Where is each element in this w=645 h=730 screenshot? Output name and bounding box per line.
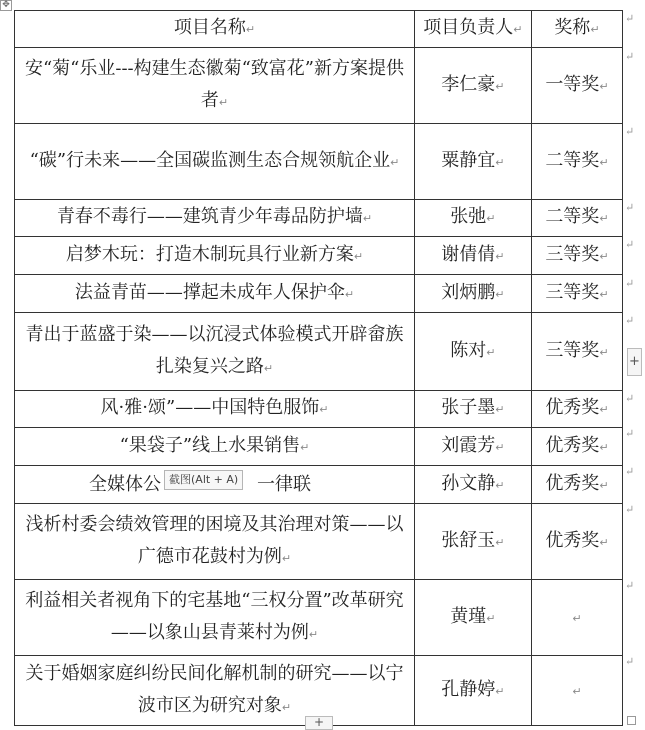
table-row bbox=[15, 275, 623, 313]
award-cell: 优秀奖↵ bbox=[531, 504, 622, 580]
project-name-cell: 关于婚姻家庭纠纷民间化解机制的研究——以宁波市区为研究对象↵ bbox=[15, 656, 415, 726]
header-row bbox=[15, 11, 623, 48]
award-cell: 二等奖↵ bbox=[531, 200, 622, 237]
add-row-icon[interactable]: + bbox=[305, 716, 333, 730]
project-name-cell: 安“菊“乐业---构建生态徽菊“致富花”新方案提供者↵ bbox=[15, 48, 415, 124]
screenshot-tooltip: 截图(Alt + A) bbox=[164, 470, 243, 490]
leader-cell: 孔静婷↵ bbox=[414, 656, 531, 726]
award-cell: ↵ bbox=[531, 656, 622, 726]
leader-cell: 刘炳鹏↵ bbox=[414, 275, 531, 313]
table-row bbox=[15, 200, 623, 237]
end-of-row-mark: ↵ bbox=[625, 50, 635, 63]
award-cell: 优秀奖↵ bbox=[531, 391, 622, 428]
award-cell: 优秀奖↵ bbox=[531, 466, 622, 504]
table-row bbox=[15, 580, 623, 656]
end-of-row-mark: ↵ bbox=[625, 125, 635, 138]
project-name-cell: 启梦木玩：打造木制玩具行业新方案↵ bbox=[15, 237, 415, 275]
table-row bbox=[15, 428, 623, 466]
end-of-row-mark: ↵ bbox=[625, 238, 635, 251]
end-of-row-mark: ↵ bbox=[625, 12, 635, 25]
leader-cell: 张弛↵ bbox=[414, 200, 531, 237]
leader-cell: 李仁豪↵ bbox=[414, 48, 531, 124]
table-row bbox=[15, 124, 623, 200]
leader-cell: 张子墨↵ bbox=[414, 391, 531, 428]
project-name-cell: “果袋子”线上水果销售↵ bbox=[15, 428, 415, 466]
table-row bbox=[15, 48, 623, 124]
end-of-row-mark: ↵ bbox=[625, 579, 635, 592]
end-of-row-mark: ↵ bbox=[625, 392, 635, 405]
end-of-row-mark: ↵ bbox=[625, 503, 635, 516]
add-column-icon[interactable]: + bbox=[627, 348, 642, 376]
award-cell: 三等奖↵ bbox=[531, 237, 622, 275]
project-name-cell: 浅析村委会绩效管理的困境及其治理对策——以广德市花鼓村为例↵ bbox=[15, 504, 415, 580]
leader-cell: 黄瑾↵ bbox=[414, 580, 531, 656]
project-name-cell: “碳”行未来——全国碳监测生态合规领航企业↵ bbox=[15, 124, 415, 200]
leader-cell: 刘霞芳↵ bbox=[414, 428, 531, 466]
award-cell: 优秀奖↵ bbox=[531, 428, 622, 466]
leader-cell: 孙文静↵ bbox=[414, 466, 531, 504]
award-cell: 三等奖↵ bbox=[531, 313, 622, 391]
award-cell: 一等奖↵ bbox=[531, 48, 622, 124]
project-name-cell: 风·雅·颂”——中国特色服饰↵ bbox=[15, 391, 415, 428]
leader-cell: 张舒玉↵ bbox=[414, 504, 531, 580]
project-name-cell: 利益相关者视角下的宅基地“三权分置”改革研究——以象山县青莱村为例↵ bbox=[15, 580, 415, 656]
awards-table bbox=[14, 10, 623, 726]
leader-cell: 粟静宜↵ bbox=[414, 124, 531, 200]
award-cell: ↵ bbox=[531, 580, 622, 656]
header-award: 奖称↵ bbox=[531, 11, 622, 48]
project-name-cell: 法益青苗——撑起未成年人保护伞↵ bbox=[15, 275, 415, 313]
end-of-row-mark: ↵ bbox=[625, 314, 635, 327]
award-cell: 二等奖↵ bbox=[531, 124, 622, 200]
end-of-row-mark: ↵ bbox=[625, 201, 635, 214]
header-leader: 项目负责人↵ bbox=[414, 11, 531, 48]
table-move-icon[interactable]: ✥ bbox=[0, 0, 12, 11]
project-name-cell: 青春不毒行——建筑青少年毒品防护墙↵ bbox=[15, 200, 415, 237]
leader-cell: 谢倩倩↵ bbox=[414, 237, 531, 275]
end-of-row-mark: ↵ bbox=[625, 427, 635, 440]
project-name-cell: 青出于蓝盛于染——以沉浸式体验模式开辟畲族扎染复兴之路↵ bbox=[15, 313, 415, 391]
end-of-row-mark: ↵ bbox=[625, 465, 635, 478]
header-project-name: 项目名称↵ bbox=[15, 11, 415, 48]
end-of-row-mark: ↵ bbox=[625, 277, 635, 290]
table-row bbox=[15, 466, 623, 504]
table-row bbox=[15, 237, 623, 275]
project-name-cell: 全媒体公 一律联 bbox=[15, 466, 415, 504]
table-row bbox=[15, 391, 623, 428]
table-resize-handle[interactable] bbox=[627, 716, 636, 725]
leader-cell: 陈对↵ bbox=[414, 313, 531, 391]
award-cell: 三等奖↵ bbox=[531, 275, 622, 313]
table-row bbox=[15, 313, 623, 391]
table-row bbox=[15, 504, 623, 580]
end-of-row-mark: ↵ bbox=[625, 655, 635, 668]
